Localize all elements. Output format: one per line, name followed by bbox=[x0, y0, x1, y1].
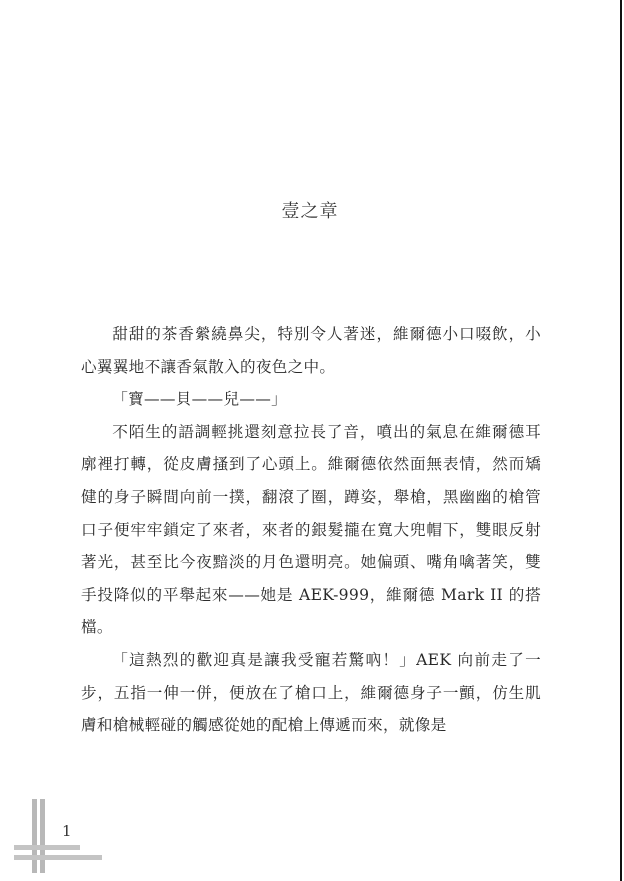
paragraph-3: 不陌生的語調輕挑還刻意拉長了音，噴出的氣息在維爾德耳廓裡打轉，從皮膚搔到了心頭上。維爾德依然面無表情，然而矯健的身子瞬間向前一撲，翻滾了圈，蹲姿，舉槍，黑幽幽的槍管口子便牢牢鎖定了來者，來者的銀髮攏在寬大兜帽下，雙眼反射著光，甚至比今夜黯淡的月色還明亮。她偏頭、嘴角噙著笑，雙手投降似的平舉起來——她是 AEK-999，維爾德 Mark II 的搭檔。 bbox=[81, 422, 541, 637]
paragraph-1: 甜甜的茶香縈繞鼻尖，特別令人著迷，維爾德小口啜飲，小心翼翼地不讓香氣散入的夜色之中。 bbox=[81, 325, 541, 376]
folio-bar-vertical-2 bbox=[40, 799, 45, 873]
body-text bbox=[81, 318, 541, 742]
page-edge-border bbox=[620, 0, 622, 881]
folio-decoration-icon bbox=[0, 795, 110, 881]
folio-bar-horizontal-2 bbox=[14, 855, 102, 860]
paragraph-4: 「這熱烈的歡迎真是讓我受寵若驚吶！」AEK 向前走了一步，五指一伸一併，便放在了槍口上，維爾德身子一顫，仿生肌膚和槍械輕碰的觸感從她的配槍上傳遞而來，就像是 bbox=[81, 650, 541, 735]
chapter-title: 壹之章 bbox=[281, 201, 339, 222]
page-number: 1 bbox=[62, 822, 72, 840]
paragraph-2: 「寶——貝——兒——」 bbox=[112, 390, 288, 409]
folio-bar-vertical-1 bbox=[32, 799, 37, 873]
folio-bar-horizontal-1 bbox=[14, 845, 80, 850]
